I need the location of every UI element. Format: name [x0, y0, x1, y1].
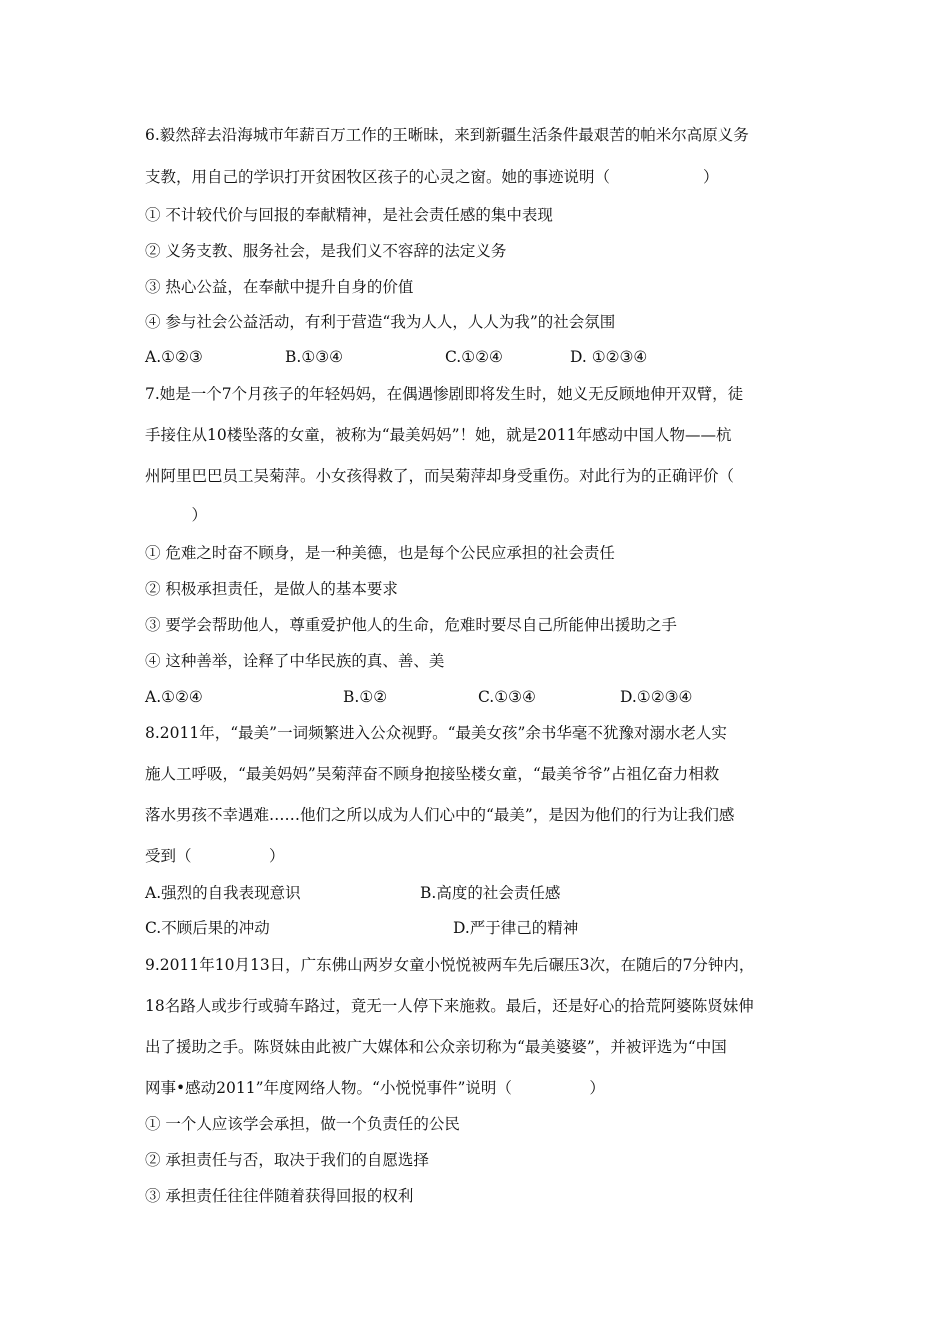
q7-option-c[interactable]: C.①③④	[478, 688, 536, 706]
q6-stem-line-2: 支教，用自己的学识打开贫困牧区孩子的心灵之窗。她的事迹说明（ ）	[145, 168, 719, 186]
q7-statement-2: ② 积极承担责任，是做人的基本要求	[145, 580, 398, 598]
q7-stem-line-3: 州阿里巴巴员工吴菊萍。小女孩得救了，而吴菊萍却身受重伤。对此行为的正确评价（	[145, 467, 735, 485]
q9-statement-1: ① 一个人应该学会承担，做一个负责任的公民	[145, 1115, 460, 1133]
q7-stem-line-4: ）	[145, 506, 208, 524]
q7-statement-4: ④ 这种善举，诠释了中华民族的真、善、美	[145, 652, 445, 670]
q8-stem-line-2: 施人工呼吸，“最美妈妈”吴菊萍奋不顾身抱接坠楼女童，“最美爷爷”占祖亿奋力相救	[145, 765, 720, 783]
q9-stem-line-3: 出了援助之手。陈贤妹由此被广大媒体和公众亲切称为“最美婆婆”，并被评选为“中国	[145, 1038, 727, 1056]
q6-option-c[interactable]: C.①②④	[445, 348, 503, 366]
q8-options-row-2	[0, 917, 850, 939]
q8-option-c[interactable]: C.不顾后果的冲动	[145, 919, 270, 937]
q8-stem-line-1: 8.2011年，“最美”一词频繁进入公众视野。“最美女孩”余书华毫不犹豫对溺水老人实	[145, 724, 727, 742]
q7-options	[0, 686, 850, 708]
q7-option-a[interactable]: A.①②④	[145, 688, 203, 706]
q6-option-a[interactable]: A.①②③	[145, 348, 203, 366]
q8-option-a[interactable]: A.强烈的自我表现意识	[145, 884, 301, 902]
q6-option-d[interactable]: D. ①②③④	[570, 348, 648, 366]
q9-statement-2: ② 承担责任与否，取决于我们的自愿选择	[145, 1151, 429, 1169]
q6-statement-4: ④ 参与社会公益活动，有利于营造“我为人人，人人为我”的社会氛围	[145, 313, 616, 331]
q8-option-d[interactable]: D.严于律己的精神	[453, 919, 579, 937]
q7-statement-3: ③ 要学会帮助他人，尊重爱护他人的生命，危难时要尽自己所能伸出援助之手	[145, 616, 677, 634]
q7-statement-1: ① 危难之时奋不顾身，是一种美德，也是每个公民应承担的社会责任	[145, 544, 615, 562]
q9-stem-line-1: 9.2011年10月13日，广东佛山两岁女童小悦悦被两车先后碾压3次，在随后的7分钟内，	[145, 956, 755, 974]
q7-option-d[interactable]: D.①②③④	[620, 688, 693, 706]
q8-options-row-1	[0, 882, 850, 904]
q8-stem-line-4: 受到（ ）	[145, 847, 285, 865]
q6-statement-2: ② 义务支教、服务社会，是我们义不容辞的法定义务	[145, 242, 507, 260]
q8-option-b[interactable]: B.高度的社会责任感	[420, 884, 561, 902]
q6-stem-line-1: 6.毅然辞去沿海城市年薪百万工作的王晰昧，来到新疆生活条件最艰苦的帕米尔高原义务	[145, 126, 749, 144]
q6-statement-3: ③ 热心公益，在奉献中提升自身的价值	[145, 278, 414, 296]
q7-stem-line-1: 7.她是一个7个月孩子的年轻妈妈，在偶遇惨剧即将发生时，她义无反顾地伸开双臂，徒	[145, 385, 744, 403]
q6-options	[0, 346, 850, 368]
q9-statement-3: ③ 承担责任往往伴随着获得回报的权利	[145, 1187, 414, 1205]
q9-stem-line-4: 网事•感动2011”年度网络人物。“小悦悦事件”说明（ ）	[145, 1079, 605, 1097]
q7-option-b[interactable]: B.①②	[343, 688, 388, 706]
q6-option-b[interactable]: B.①③④	[285, 348, 344, 366]
q6-statement-1: ① 不计较代价与回报的奉献精神，是社会责任感的集中表现	[145, 206, 553, 224]
q8-stem-line-3: 落水男孩不幸遇难……他们之所以成为人们心中的“最美”，是因为他们的行为让我们感	[145, 806, 735, 824]
q7-stem-line-2: 手接住从10楼坠落的女童，被称为“最美妈妈”！她，就是2011年感动中国人物——杭	[145, 426, 732, 444]
q9-stem-line-2: 18名路人或步行或骑车路过，竟无一人停下来施救。最后，还是好心的拾荒阿婆陈贤妹伸	[145, 997, 754, 1015]
